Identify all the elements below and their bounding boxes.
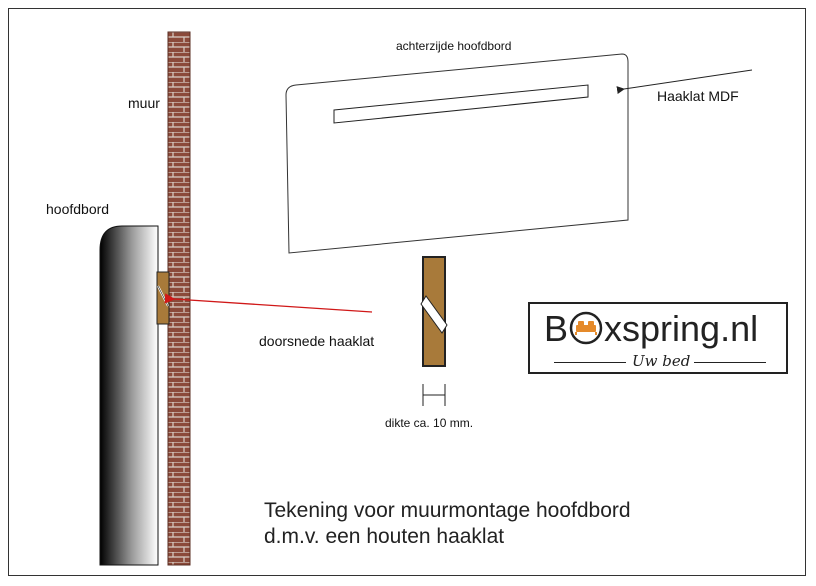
cross-section-label: doorsnede haaklat bbox=[259, 333, 375, 349]
logo-suffix: xspring.nl bbox=[604, 308, 759, 349]
thickness-label: dikte ca. 10 mm. bbox=[385, 416, 474, 430]
headboard-back-panel bbox=[286, 54, 628, 253]
back-side-label: achterzijde hoofdbord bbox=[396, 39, 512, 53]
brick-wall bbox=[168, 32, 190, 565]
logo-tagline: Uw bed bbox=[632, 352, 691, 370]
logo-bed-icon bbox=[568, 310, 604, 346]
red-pointer-arrow bbox=[174, 299, 372, 312]
drawing-title-line2: d.m.v. een houten haaklat bbox=[264, 525, 505, 548]
cleat-mdf-label: Haaklat MDF bbox=[657, 88, 739, 104]
mdf-pointer-arrow bbox=[624, 70, 752, 89]
drawing-title-line1: Tekening voor muurmontage hoofdbord bbox=[264, 499, 631, 522]
logo-rule-left bbox=[554, 362, 626, 363]
headboard-label: hoofdbord bbox=[46, 201, 110, 217]
wall-label: muur bbox=[128, 95, 160, 111]
logo-wordmark bbox=[544, 308, 758, 350]
boxspring-logo bbox=[528, 302, 788, 374]
logo-rule-right bbox=[694, 362, 766, 363]
headboard-side bbox=[100, 226, 158, 565]
logo-prefix: B bbox=[544, 308, 569, 349]
